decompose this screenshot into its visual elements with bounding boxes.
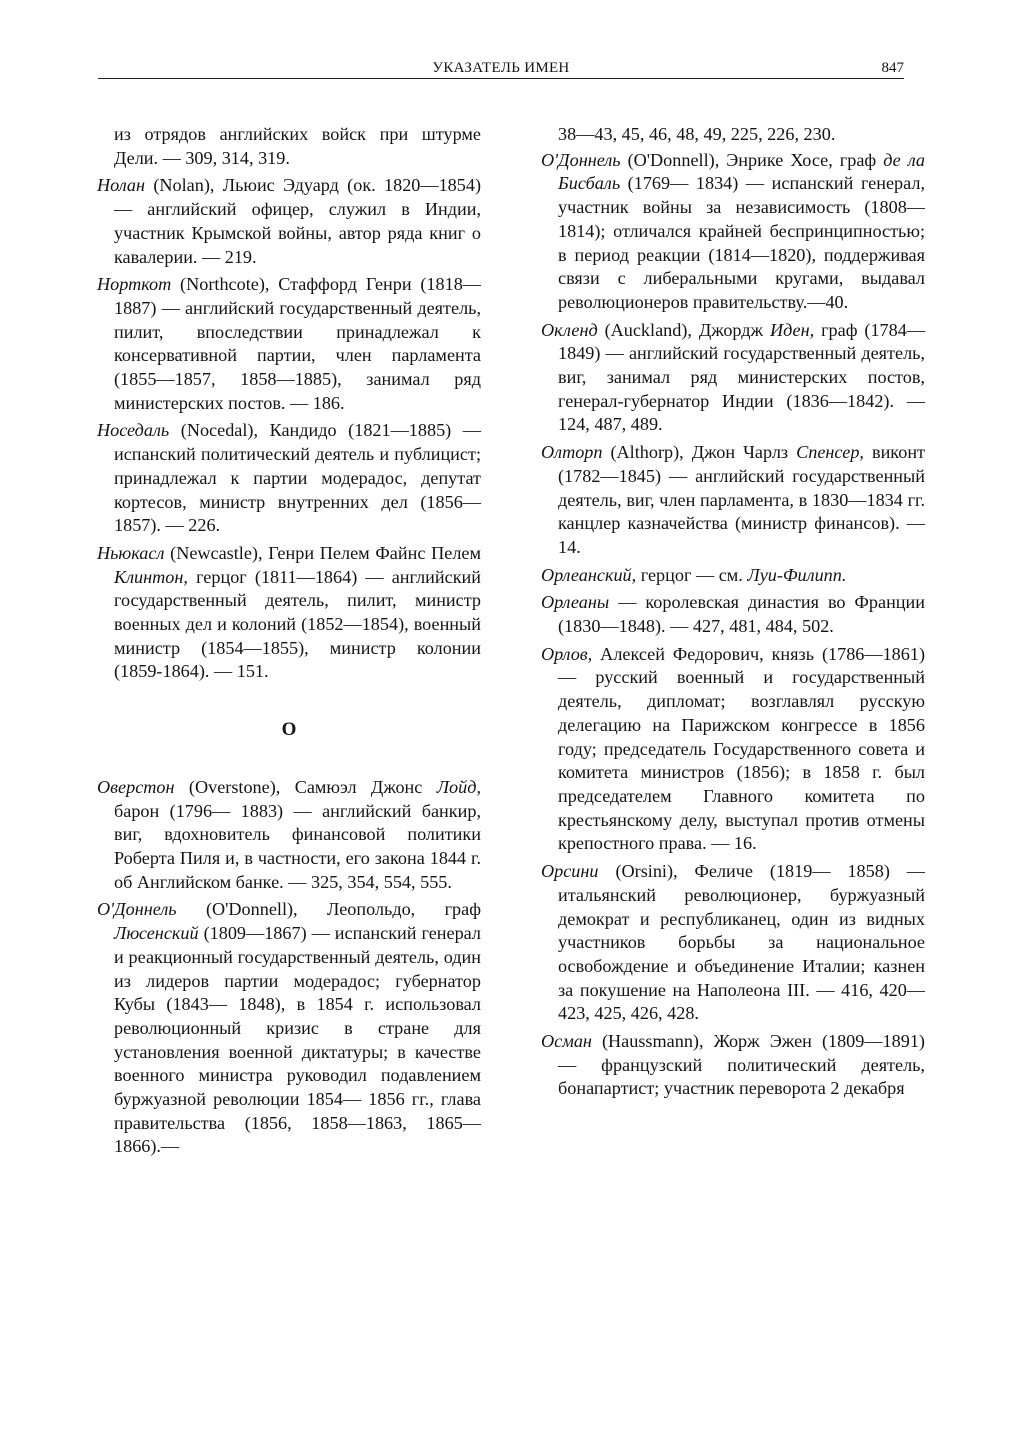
right-column [541, 123, 925, 1101]
entry-italic: Луи-Филипп. [747, 564, 847, 585]
entry-text: герцог (1811—1864) — английский государственный деятель, пилит, министр военных дел и колоний (1852—1854), военный министр (1854—1855), министр колонии (1859-1864). — 151. [114, 566, 481, 682]
entry-text: (Althorp), Джон Чарлз [602, 442, 797, 463]
entry-text: граф (1784—1849) — английский государственный деятель, виг, занимал ряд министерских постов, генерал-губернатор Индии (1836—1842). — 124, 487, 489. [558, 319, 926, 435]
index-entry [541, 1030, 925, 1101]
entry-italic: Иден, [770, 319, 815, 340]
entry-text: (Northcote), Стаффорд Генри (1818—1887) — английский государственный деятель, пилит, впоследствии принадлежал к консервативной партии, член парламента (1855—1857, 1858—1885), занимал ряд министерских постов. — 186. [114, 274, 481, 413]
entry-italic: Клинтон, [114, 566, 188, 587]
entry-text: (O'Donnell), Энрике Хосе, граф [620, 149, 884, 170]
entry-text: (1769— 1834) — испанский генерал, участник войны за независимость (1808—1814); отличался крайней беспринципностью; в период реакции (1814—1820), поддерживая связи с либеральными кругами, выдавал революционеров правительству.—40. [558, 173, 925, 312]
entry-name: Окленд [541, 319, 598, 340]
left-column [97, 123, 481, 1159]
entry-text: (1809—1867) — испанский генерал и реакционный государственный деятель, один из лидеров партии модерадос; губернатор Кубы (1843— 1848), в 1854 г. использовал революционный кризис в стране для установления военной диктатуры; в качестве военного министра руководил подавлением буржуазной революции 1854— 1856 гг., глава правительства (1856, 1858—1863, 1865—1866).— [114, 923, 481, 1157]
entry-italic: Спенсер, [796, 442, 864, 463]
entry-text: герцог — см. [636, 564, 748, 585]
entry-name: Орсини [541, 861, 599, 882]
entry-name: Олторп [541, 442, 603, 463]
index-entry [541, 643, 925, 856]
index-entry [541, 860, 925, 1026]
entry-text: (Haussmann), Жорж Эжен (1809—1891) — французский политический деятель, бонапартист; участник переворота 2 декабря [558, 1031, 925, 1099]
entry-text: (Newcastle), Генри Пелем Файнс Пелем [164, 542, 481, 563]
entry-name: Осман [541, 1031, 592, 1052]
index-entry [97, 174, 481, 269]
entry-text: (Nocedal), Кандидо (1821—1885) — испанский политический деятель и публицист; принадлежал к партии модерадос, депутат кортесов, министр внутренних дел (1856—1857). — 226. [114, 420, 481, 536]
entry-text: (Orsini), Феличе (1819— 1858) — итальянский революционер, буржуазный демократ и республиканец, один из видных участников борьбы за национальное освобождение и объединение Италии; казнен за покушение на Наполеона III. — 416, 420—423, 425, 426, 428. [558, 861, 925, 1024]
index-entry [541, 564, 925, 588]
entry-text: (O'Donnell), Леопольдо, граф [176, 899, 481, 920]
entry-text: — королевская династия во Франции (1830—1848). — 427, 481, 484, 502. [558, 592, 925, 637]
index-entry [541, 149, 925, 315]
entry-name: Нолан [97, 175, 146, 196]
entry-name: Носедаль [97, 420, 170, 441]
entry-text: из отрядов английских войск при штурме Дели. — 309, 314, 319. [114, 124, 481, 168]
index-entry [97, 273, 481, 415]
entry-continuation [97, 123, 481, 170]
header-title: УКАЗАТЕЛЬ ИМЕН [432, 60, 570, 76]
index-entry [97, 776, 481, 895]
index-entry [97, 419, 481, 538]
entry-name: О'Доннель [541, 149, 621, 170]
section-letter: О [281, 719, 297, 741]
page-number: 847 [881, 60, 904, 76]
entry-text: (Nolan), Льюис Эдуард (ок. 1820—1854) — английский офицер, служил в Индии, участник Крымской войны, автор ряда книг о кавалерии. — 219. [114, 175, 481, 267]
entry-text: (Overstone), Самюэл Джонс [174, 776, 437, 797]
entry-name: Норткот [97, 274, 172, 295]
index-entry [97, 542, 481, 684]
index-entry [97, 898, 481, 1159]
entry-text: 38—43, 45, 46, 48, 49, 225, 226, 230. [558, 124, 836, 144]
entry-text: виконт (1782—1845) — английский государственный деятель, виг, член парламента, в 1830—1834 гг. канцлер казначейства (министр финансов). — 14. [558, 442, 925, 557]
index-entry [541, 319, 925, 438]
running-header [98, 60, 904, 79]
entry-name: Орлеаны [541, 592, 610, 613]
entry-italic: Лойд, [436, 776, 481, 797]
entry-name: Ньюкасл [97, 542, 165, 563]
entry-continuation [541, 123, 925, 147]
entry-italic: Люсенский [114, 923, 199, 944]
entry-name: Орлов, [541, 643, 593, 664]
entry-name: О'Доннель [97, 899, 177, 920]
entry-text: (Auckland), Джордж [597, 319, 770, 340]
entry-italic: де ла Бисбаль [558, 149, 925, 194]
entry-text: барон (1796— 1883) — английский банкир, виг, вдохновитель финансовой политики Роберта Пиля и, в частности, его закона 1844 г. об Английском банке. — 325, 354, 554, 555. [114, 800, 481, 892]
index-entry [541, 591, 925, 638]
index-entry [541, 441, 925, 560]
entry-name: Оверстон [97, 776, 175, 797]
entry-name: Орлеанский, [541, 564, 637, 585]
entry-text: Алексей Федорович, князь (1786—1861) — русский военный и государственный деятель, дипломат; возглавлял русскую делегацию на Парижском конгрессе в 1856 году; председатель Государственного совета и комитета министров (1856); в 1858 г. был председателем Главного комитета по крестьянскому делу, выступал против отмены крепостного права. — 16. [558, 643, 925, 854]
